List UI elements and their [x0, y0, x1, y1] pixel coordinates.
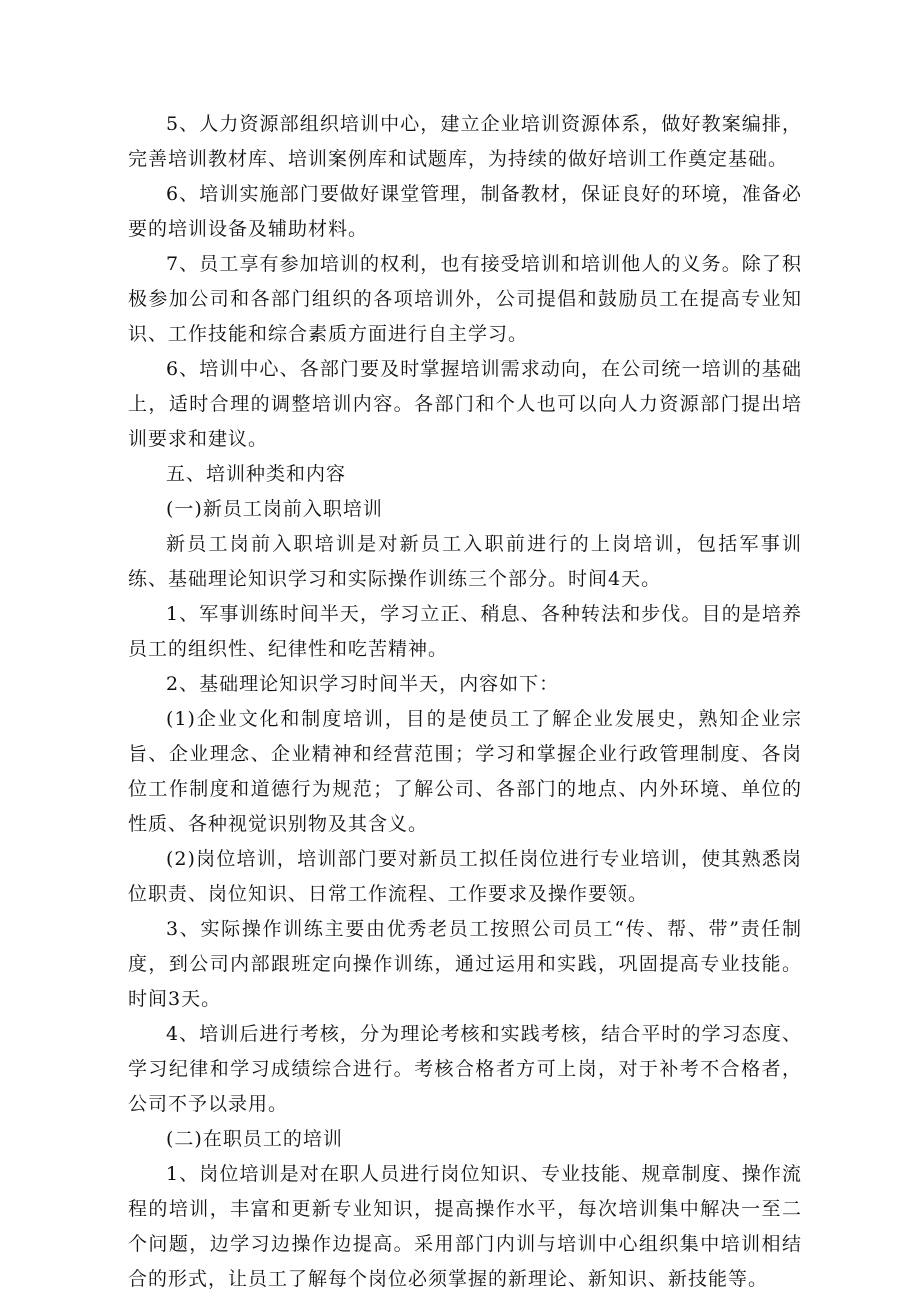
- paragraph-6-training-needs: 6、培训中心、各部门要及时掌握培训需求动向，在公司统一培训的基础上，适时合理的调整培训内容。各部门和个人也可以向人力资源部门提出培训要求和建议。: [128, 358, 802, 450]
- paragraph-1-military-training: 1、军事训练时间半天，学习立正、稍息、各种转法和步伐。目的是培养员工的组织性、纪律性和吃苦精神。: [128, 603, 802, 660]
- paragraph-1-post-training-in-service: 1、岗位培训是对在职人员进行岗位知识、专业技能、规章制度、操作流程的培训，丰富和更新专业知识，提高操作水平，每次培训集中解决一至二个问题，边学习边操作边提高。采用部门内训与培训中心组织集中培训相结合的形式，让员工了解每个岗位必须掌握的新理论、新知识、新技能等。: [128, 1163, 802, 1290]
- paragraph-3-practical-training: 3、实际操作训练主要由优秀老员工按照公司员工“传、帮、带”责任制度，到公司内部跟班定向操作训练，通过运用和实践，巩固提高专业技能。时间3天。: [128, 918, 802, 1010]
- paragraph-post-training: (2)岗位培训，培训部门要对新员工拟任岗位进行专业培训，使其熟悉岗位职责、岗位知识、日常工作流程、工作要求及操作要领。: [128, 848, 802, 905]
- section-heading-training-types: 五、培训种类和内容: [166, 463, 347, 485]
- paragraph-2-basic-theory: 2、基础理论知识学习时间半天，内容如下：: [166, 673, 560, 695]
- paragraph-culture-training: (1)企业文化和制度培训，目的是使员工了解企业发展史，熟知企业宗旨、企业理念、企业精神和经营范围；学习和掌握企业行政管理制度、各岗位工作制度和道德行为规范；了解公司、各部门的地点、内外环境、单位的性质、各种视觉识别物及其含义。: [128, 708, 802, 835]
- subsection-heading-in-service: (二)在职员工的培训: [166, 1128, 343, 1150]
- paragraph-new-employee-intro: 新员工岗前入职培训是对新员工入职前进行的上岗培训，包括军事训练、基础理论知识学习和实际操作训练三个部分。时间4天。: [128, 533, 802, 590]
- paragraph-5-resource-system: 5、人力资源部组织培训中心，建立企业培训资源体系，做好教案编排，完善培训教材库、培训案例库和试题库，为持续的做好培训工作奠定基础。: [128, 113, 802, 170]
- paragraph-6-classroom-management: 6、培训实施部门要做好课堂管理，制备教材，保证良好的环境，准备必要的培训设备及辅助材料。: [128, 183, 802, 240]
- paragraph-4-assessment: 4、培训后进行考核，分为理论考核和实践考核，结合平时的学习态度、学习纪律和学习成绩综合进行。考核合格者方可上岗，对于补考不合格者，公司不予以录用。: [128, 1023, 802, 1115]
- subsection-heading-new-employee: (一)新员工岗前入职培训: [166, 498, 383, 520]
- paragraph-7-employee-rights: 7、员工享有参加培训的权利，也有接受培训和培训他人的义务。除了积极参加公司和各部门组织的各项培训外，公司提倡和鼓励员工在提高专业知识、工作技能和综合素质方面进行自主学习。: [128, 253, 802, 345]
